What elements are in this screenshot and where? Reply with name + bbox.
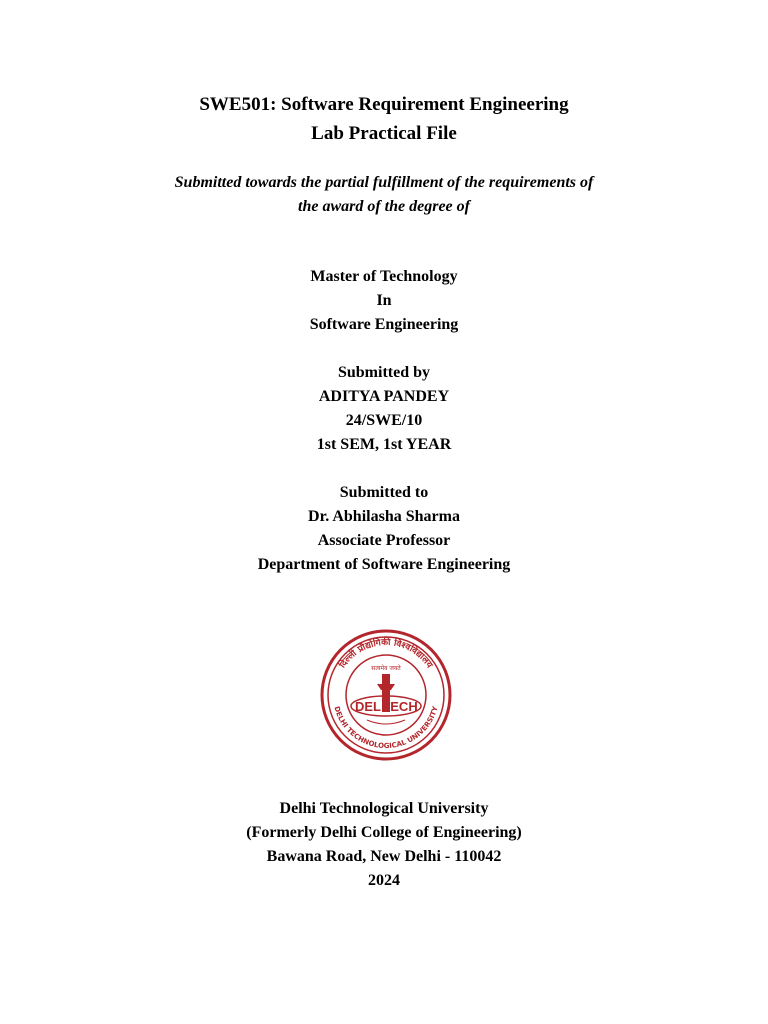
motto-text: सत्यमेव जयते [371, 665, 401, 672]
university-logo [319, 628, 453, 762]
degree-name: Master of Technology [310, 268, 458, 285]
student-roll: 24/SWE/10 [345, 412, 423, 429]
svg-text:DELHI TECHNOLOGICAL UNIVERSITY: DELHI TECHNOLOGICAL UNIVERSITY [332, 705, 440, 751]
degree-field: Software Engineering [309, 316, 459, 333]
supervisor-name: Dr. Abhilasha Sharma [308, 508, 460, 525]
submission-note-line-1: Submitted towards the partial fulfillment of the requirements of [174, 174, 594, 191]
seal-icon [319, 628, 453, 762]
course-title: SWE501: Software Requirement Engineering [199, 94, 569, 115]
submission-note-line-2: the award of the degree of [298, 198, 470, 215]
logo-wordmark-right: ECH [390, 699, 418, 714]
svg-text:दिल्ली प्रौद्योगिकी विश्वविद्य: दिल्ली प्रौद्योगिकी विश्वविद्यालय [337, 638, 435, 671]
student-semester: 1st SEM, 1st YEAR [316, 436, 452, 453]
submitted-to-label: Submitted to [339, 484, 429, 501]
submitted-by-label: Submitted by [337, 364, 431, 381]
institution-name: Delhi Technological University [279, 800, 489, 817]
institution-former-name: (Formerly Delhi College of Engineering) [246, 824, 522, 841]
submission-year: 2024 [368, 872, 400, 889]
student-name: ADITYA PANDEY [318, 388, 450, 405]
file-title: Lab Practical File [311, 123, 457, 144]
logo-wordmark-left: DEL [355, 699, 381, 714]
degree-connector: In [376, 292, 392, 309]
institution-address: Bawana Road, New Delhi - 110042 [266, 848, 502, 865]
supervisor-designation: Associate Professor [317, 532, 451, 549]
supervisor-department: Department of Software Engineering [257, 556, 511, 573]
